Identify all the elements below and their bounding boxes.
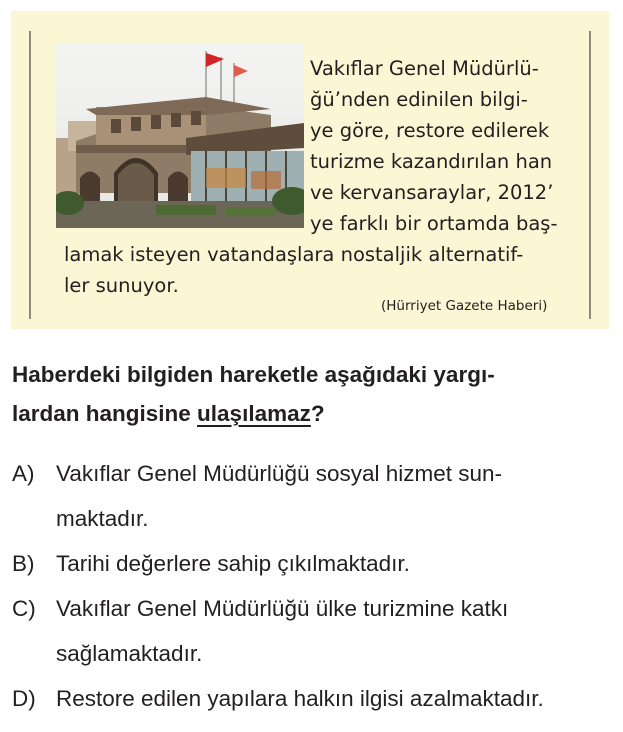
right-frame-line (589, 31, 591, 319)
option-text: Vakıflar Genel Müdürlüğü ülke turizmine katkı (56, 596, 509, 621)
source-citation: (Hürriyet Gazete Haberi) (381, 298, 548, 314)
left-frame-line (29, 31, 31, 319)
question-stem (12, 355, 495, 433)
option-text-continued: maktadır. (56, 506, 149, 531)
passage-line: ler sunuyor. (64, 274, 179, 297)
option-letter: D) (12, 686, 36, 711)
option-c[interactable] (12, 586, 508, 676)
question-mark: ? (310, 401, 325, 426)
passage-text-bottom (64, 239, 523, 301)
option-text-continued: sağlamaktadır. (56, 641, 203, 666)
passage-line: lamak isteyen vatandaşlara nostaljik alternatif- (64, 243, 524, 266)
question-line-1: Haberdeki bilgiden hareketle aşağıdaki yargı- (12, 362, 495, 387)
option-text: Vakıflar Genel Müdürlüğü sosyal hizmet sun- (56, 461, 503, 486)
option-letter: C) (12, 596, 36, 621)
passage-line: ve kervansaraylar, 2012’ (310, 181, 554, 204)
news-passage-box (11, 11, 609, 329)
passage-line: ye göre, restore edilerek (310, 119, 550, 142)
option-text: Restore edilen yapılara halkın ilgisi azalmaktadır. (56, 686, 544, 711)
question-line-2 (12, 394, 495, 433)
passage-line: turizme kazandırılan han (310, 150, 553, 173)
option-letter: A) (12, 461, 35, 486)
option-text: Tarihi değerlere sahip çıkılmaktadır. (56, 551, 410, 576)
passage-line: ye farklı bir ortamda baş- (310, 212, 558, 235)
underlined-keyword: ulaşılamaz (197, 401, 311, 426)
passage-line: Vakıflar Genel Müdürlü- (310, 57, 539, 80)
option-a[interactable] (12, 451, 502, 541)
question-line-2-start: lardan hangisine (12, 401, 198, 426)
historic-han-photo (56, 43, 304, 228)
option-letter: B) (12, 551, 35, 576)
option-d[interactable] (12, 676, 544, 721)
passage-line: ğü’nden edinilen bilgi- (310, 88, 528, 111)
option-b[interactable] (12, 541, 410, 586)
passage-text-right (310, 53, 558, 239)
